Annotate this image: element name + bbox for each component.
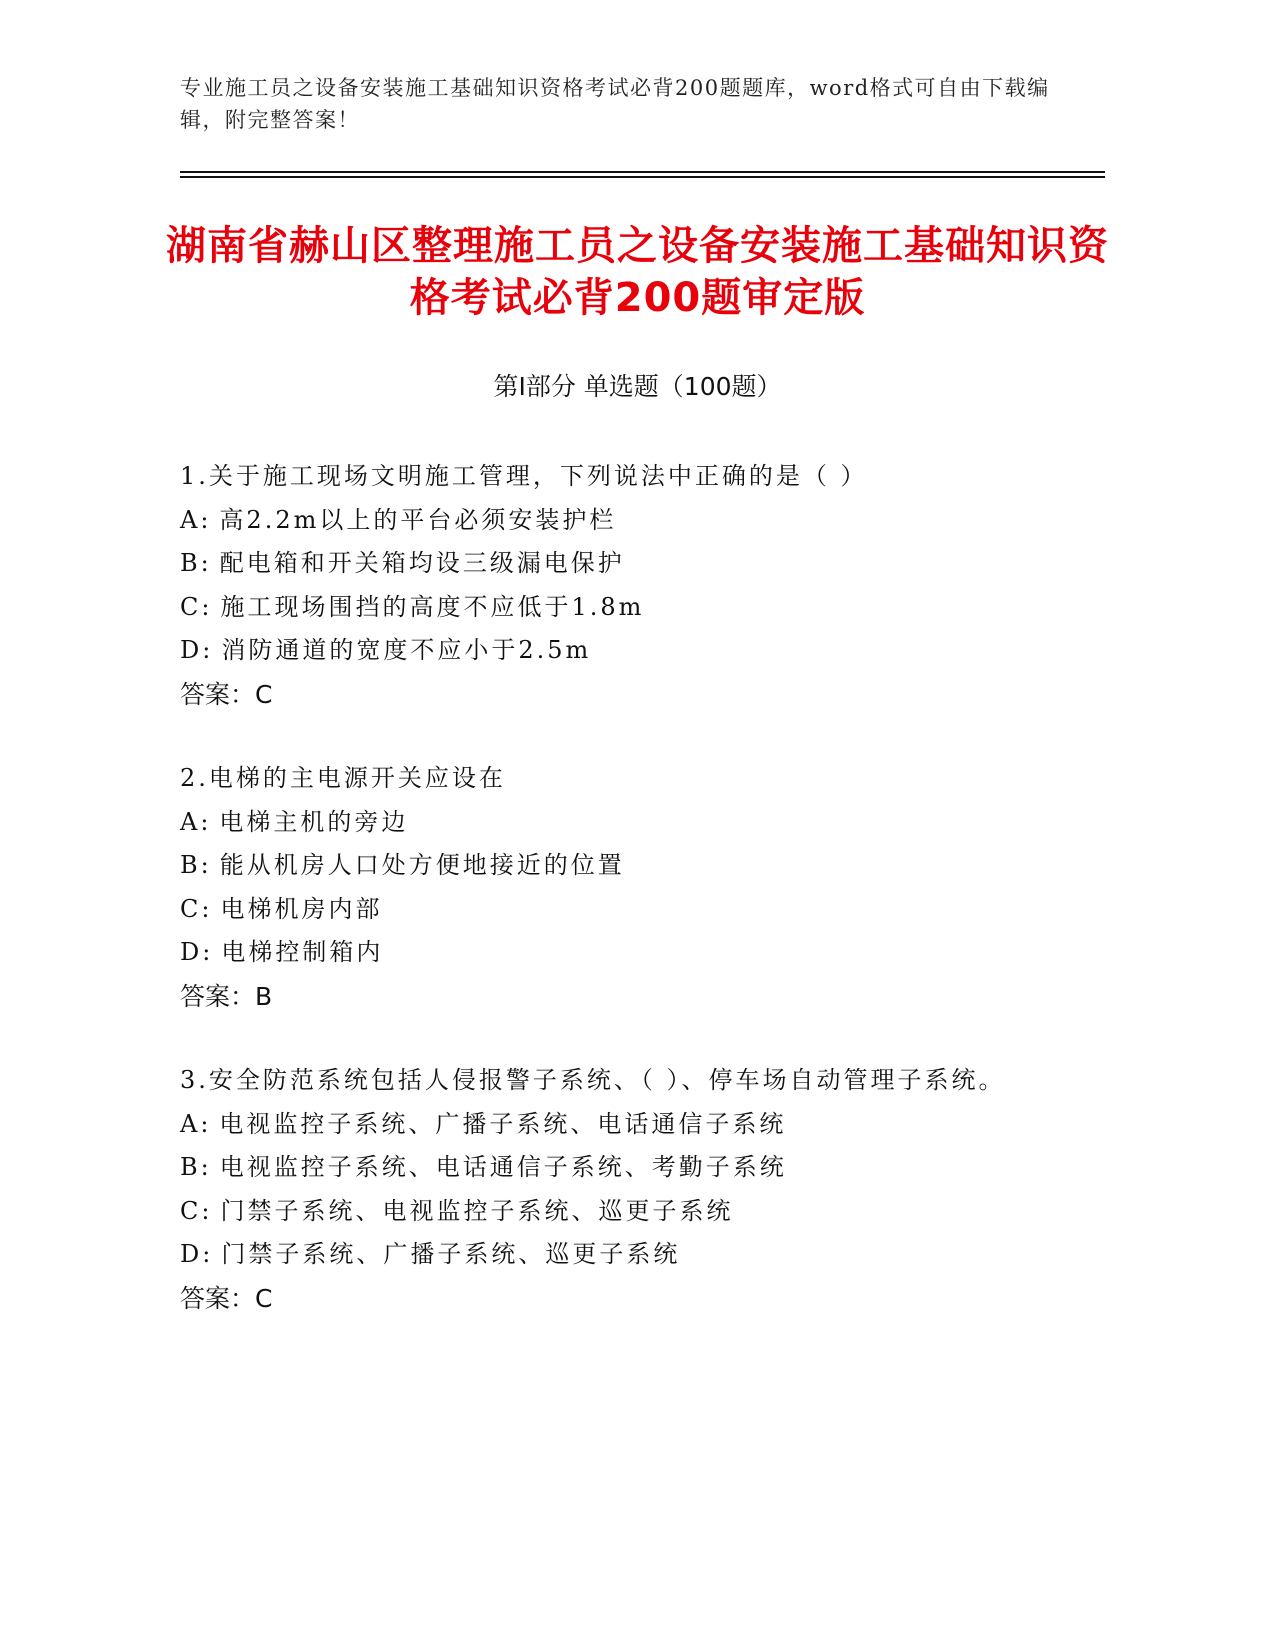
option-text: 施工现场围挡的高度不应低于1.8m (220, 592, 645, 621)
question-list (180, 455, 1070, 1361)
option-letter: B: (180, 549, 212, 577)
option-letter: D: (180, 938, 214, 966)
header-divider-top (180, 171, 1105, 173)
option-letter: C: (180, 1196, 213, 1225)
option-c (180, 888, 1070, 932)
document-title: 湖南省赫山区整理施工员之设备安装施工基础知识资格考试必背200题审定版 (166, 223, 1109, 321)
option-text: 电梯主机的旁边 (219, 807, 409, 836)
question-stem: 2.电梯的主电源开关应设在 (180, 764, 506, 792)
option-text: 电梯控制箱内 (221, 938, 384, 966)
option-letter: A: (180, 505, 212, 534)
answer-value: C (255, 1283, 273, 1313)
option-letter: B: (180, 1153, 212, 1181)
option-text: 能从机房人口处方便地接近的位置 (219, 851, 625, 879)
option-text: 消防通道的宽度不应小于2.5m (221, 636, 592, 664)
option-letter: A: (180, 807, 212, 836)
option-b (180, 1146, 1070, 1190)
option-text: 门禁子系统、电视监控子系统、巡更子系统 (220, 1196, 734, 1225)
option-text: 电视监控子系统、电话通信子系统、考勤子系统 (219, 1153, 787, 1181)
question-stem: 3.安全防范系统包括人侵报警子系统、（ ）、停车场自动管理子系统。 (180, 1066, 1006, 1094)
answer-value: B (255, 981, 273, 1011)
option-a (180, 801, 1070, 845)
answer-label: 答案： (180, 679, 256, 709)
option-b (180, 542, 1070, 586)
header-divider-bottom (180, 176, 1105, 178)
option-text: 高2.2m以上的平台必须安装护栏 (219, 505, 617, 534)
header-note: 专业施工员之设备安装施工基础知识资格考试必背200题题库，word格式可自由下载编辑，附完整答案！ (180, 76, 1050, 132)
option-a (180, 1103, 1070, 1147)
option-d (180, 1233, 1070, 1277)
option-d (180, 629, 1070, 673)
option-text: 电视监控子系统、广播子系统、电话通信子系统 (219, 1109, 787, 1138)
answer-value: C (255, 679, 273, 709)
answer-label: 答案： (180, 981, 256, 1011)
question-2 (180, 757, 1070, 1018)
answer-line (180, 673, 1070, 717)
question-stem: 1.关于施工现场文明施工管理，下列说法中正确的是（ ） (180, 462, 868, 490)
section-heading: 第Ⅰ部分 单选题（100题） (493, 372, 782, 401)
option-text: 配电箱和开关箱均设三级漏电保护 (219, 549, 625, 577)
answer-line (180, 975, 1070, 1019)
option-c (180, 586, 1070, 630)
option-letter: D: (180, 636, 214, 664)
answer-line (180, 1277, 1070, 1321)
option-letter: B: (180, 851, 212, 879)
option-b (180, 844, 1070, 888)
option-a (180, 499, 1070, 543)
option-c (180, 1190, 1070, 1234)
question-1 (180, 455, 1070, 716)
option-text: 电梯机房内部 (220, 894, 383, 923)
option-letter: C: (180, 592, 213, 621)
question-3 (180, 1059, 1070, 1320)
option-letter: A: (180, 1109, 212, 1138)
option-letter: C: (180, 894, 213, 923)
option-letter: D: (180, 1240, 214, 1268)
option-d (180, 931, 1070, 975)
option-text: 门禁子系统、广播子系统、巡更子系统 (221, 1240, 681, 1268)
answer-label: 答案： (180, 1283, 256, 1313)
